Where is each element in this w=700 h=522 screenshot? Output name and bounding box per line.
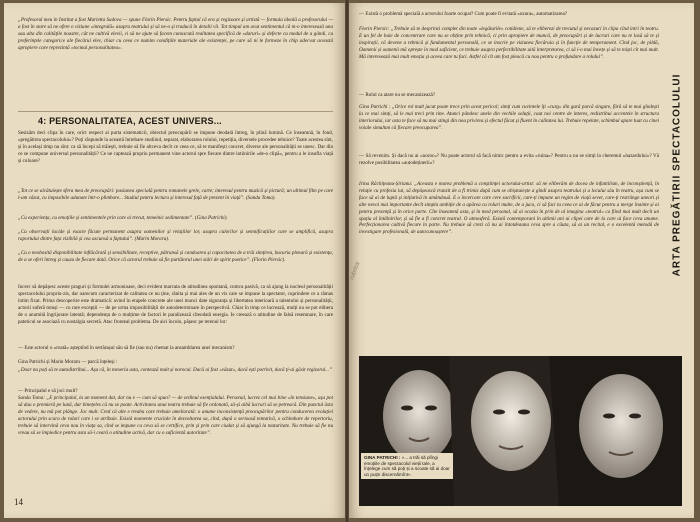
question-mechanize: — Rolul ca atare nu se mecanizează? (359, 92, 436, 98)
body-paragraph: Incerc să depășesc aceste praguri și formulei armonioase, deci evident marcata de atitudinea spontană, cumva pasivă, ca să ajung la nucleul personalității spectacolului propriu-zis, dar oarecum caracterizat de calitatea ce nu ține, rănita și mai ales de un vis care se impune la spectator, cuprindere ce a rămas intim fixat. Prima descoperire este dramatică: avind în etapele concrete ale unei munci date siguranța și libertatea interioară a talentului și personalității, actorii suferă totuși — cu rare excepții — de pe urma imposibilității de autodeterminare în perspectivă. Chiar în timp ce lucrează, mulți nu se pot elibera de o anumită îngrijorare latentă; dependența de o mulțime de factori le paralizează cîteodată energia. Ie creează o atitudine de falsă resemnare, în care pateticul se asociază cu nostalgia secretă. Atac fronteal problema. De aici încolo, pășesc pe terenul lor: (18, 284, 333, 325)
right-page (349, 3, 694, 518)
answer-florin-piersic: Florin Piersic: „Trebuie să te desprinzi complet din toate «legăturile» cotidiene, să te eliberezi de trecutul și necazuri în clipa cînd intri în teatru. E un fel de baie de concentrare care nu se obține prin tehnică, ci prin apropiere de muncă, de preocupări și de lucruri care nu te lasă să te și inspirații, că devene a tehnică și fundamental personală, ce se inscrie pe viziunea fiecăruia și în funcție de temperament. Cînd joc, de pildă, Oamenii și oamenii mă oprește în mod suficient, ce trebuie asupra perfectibilitate uită interpretarea, ci să i-o mai învețe și să te miști cît mai mult. Mă interesează mai mult emoția și aceea care tu faci. Astfel că cît am fost pleacă cu nou pentru o profundare a rolului”. (359, 26, 659, 60)
quote-florin-piersic: „Cu o neobosită disponibilitate inflăcărată și sensibilitate, receptive, pătrunsă și candoarea și capacitatea de a trăi simțirea, bucuria plenară și existența, de a se oferi întreg și cauza de fiecare dată. Orice că actorul trebuie să fie purtătorul unei stări de spirit poetice”. (Florin Piersic). (18, 250, 333, 263)
section-paragraph: Sesizăm deci clipa în care, orict respect ai purta sistematicii, obiectul preocupării se impune deodată întreg, în plină lumină. Ce înseamnă, în fond, «pregătirea spectacolului»? Poți răspunde la această întrebare studiind, separat, elaborarea rolului, repetiția, diversele procedee tehnice? Toate acestea sînt, și în același timp nu sînt: ca să începi să trăiești, trebuie să fie altceva decît ce ceea ce, să te manifești concret, diverse ale personalității se unesc. Dar din ce se compune universul personalității? Ce ne captează propriu permanent vine actorul spre fiecare dintre intiinirile «de-o clipă», pentru a le insufla viață și culoare? (18, 130, 333, 164)
page-number: 14 (14, 497, 23, 507)
face-one (383, 370, 455, 462)
photo-montage (359, 356, 682, 506)
face-two (471, 371, 551, 471)
left-page (4, 3, 345, 518)
quote-sanda-toma: „Tot ce se alcătuiește sfera mea de preocupări: pasiunea specială pentru romanele grele, carte; interesul pentru muzică și pictură; un ultimul film pe care l-am văzut, cu imposibile adunate într-o plimbare... Studiul pentru lectura și interesul față de prezent în viață”. (Sanda Toma). (18, 188, 333, 201)
question-wheel: — Este actorul o «roată» așteptînd în sertărașul său să fie (sau nu) chemat la ansamblarea unei mecanism? (18, 345, 235, 351)
photo-faces (359, 356, 682, 506)
quote-marin-moraru: „Cu observații lucide și exacte făcute permanent asupra oamenilor și relațiilor lor, asupra culorilor și semnificațiilor care se amplifică, asupra raportului dintre fața vizibilă și cea ascunsă a faptului”. (Marin Moraru). (18, 229, 333, 242)
intro-quote: „Profesorul meu în Institut a fost Marietta Sadova — spune Florin Piersic. Pentru faptul că era și regizoare și artistă — formula ideală a profesorului — a fost în stare să ne ofere o viziune «integrală» asupra teatrului și să ne-o și traducă în detalii vii. Tot timpul am avut sentimentul că m-o interesează una sau alta din calitățile noastre, cât ne cultivă elevii, ci să ne ajute să facem cunoscută realitatea specifică de «daruri» și defecte cu modul de a gândi, cu preferințele categorice ale fiecărui elev, chiar cu ceea ce numim condițiile materiale ale existenței, pe care să ni le formeze în chip adecvat această apropiere care reprezintă «tocmai personalitatea». (18, 17, 333, 51)
quote-luck: „Doar nu poți să te autodistribui... Așa că, în meseria asta, contează mult și norocul. Dacă ai fost «văzut», dacă ești potrivit, dacă ți-ai găsit regizorul...” (18, 367, 332, 373)
quote-sanda-toma-long: Sanda Toma: „E principalul, la un moment dat, dar nu e — cum să spun? — de ordinul esențialului. Personal, lucrez cel mai bine «în tensiune», așa pot să dau o premieră pe lună, dar binețeles că nu se poate. Activitatea unui teatru trebuie să fie ordonată, să-și aibă lucruri să se petreacă. Din punctul ăsta de vedere, nu mă pot plânge. Joc mult. Cred că alte e treaba care trebuie ameliorată: o anume inconsistență preocupărilor pentru conducerea evoluției actorului prin scara de roluri care i se atribuie. Există momente cruciale în dezvoltarea sa, cînd, după o serioasă tentativă, o schimbare de repertoriu, trebuie să intervină ceva nou în viața sa, cînd se impune ca ceva să se certifice, prin și prin care ciudat și să ajungă la maturitate. Nu trebuie să fie nu vreau să se împiedice pentru asta să-i ceară o atitudine activă, dar cu o suficientă autoritate”. (18, 395, 333, 436)
side-title-box (666, 25, 688, 325)
question-busy-actor: — Există o problemă specială a actorului foarte ocupat? Cum poate fi evitată «uzura», automatizarea? (359, 11, 568, 17)
answer-gina-patrichi: Gina Patrichi : „Orice rol mult jucat poate trece prin acest pericol; simți cum cuvintele îți «curg» din gură parcă singure, fără să te mai gîndești la ce mai simți, să le mai treci prin tine. Atunci pândesc unele din vechile soluții, caut noi centre de interes, redistribui accentele în structura interiorului, iar asta te face să nu mai stingi din nou privirea și efectul făcut și fluent în calitatea lui. Trebuie repelate, schimbul apare luat cu cinei voiale simultan că fiecare preocuparea”. (359, 104, 659, 131)
answer-irina-rachiteanu: Irina Răchițeanu-Șirianu: „Aceasta e marea problemă a conștiinței actorului-artist: să ne eliberăm de docea de infantilism, de inconștiență, în relație cu profesia lui, să depășească tranzit de a fi trimis după cum se obișnuiește a gîndi asupra teatrului și a locului său în teatru, așa cum se face să ai de luptă și inițiativă în amândouă. E o încercare care cere sacrificii, care-ți impune un regim de viață sever, care-ți restrânge uneori și alte nevoi mai importante decît simpla ambiție de a apărea cu roluri multe, de a juca, ci să faci tu ceea ce ai de făcut pentru a merge înainte și ai pentru prezență și în orice parte. Cîte înseamnă asta, și în mod personal, să ai ocazia în prin de al imagina «teatrul» ca fiind mai mult decît un spațiu al întâlnirilor, și să fie a fi concret teatral. O atmosferă. Există contemporani în ultimii ani ai clipei care de la care ai face ceva anume. Perfecționarea cultivă fiecare în parte. Nu trebuie să crezi că nu ai întotdeauna ceva spre a căuta, să ai un recital, e o excelentă metodă de investigare profesională, de autocunoaștere”. (359, 181, 659, 236)
answer-intro: Gina Patrichi și Marin Moraru — parcă înțeleși : (18, 359, 118, 365)
side-title: ARTA PREGĂTIRII SPECTACOLULUI (671, 73, 683, 277)
face-three (579, 374, 663, 478)
quote-gina-patrichi: „Cu experiența, cu emoțiile și sentimentele prin care ai trecut, temeinic sedimentate”. (Gina Patrichi). (18, 215, 228, 221)
photo-caption (361, 453, 453, 479)
question-play-much: — Principalul e să joci mult? (18, 388, 78, 394)
section-divider (18, 111, 333, 112)
section-heading: 4: PERSONALITATEA, ACEST UNIVERS... (38, 116, 222, 126)
caption-text: «... a trăi să plîngi emoțiile de spectacolul vieții tale, a înțelege cum să poți și a scoate să ai doar un puțin discernămînt». (364, 455, 450, 477)
margin-pencil-note: rubrica (349, 261, 362, 281)
caption-name: GINA PATRICHI : (364, 455, 401, 460)
question-luck: — Să revenim. Și dacă nu ai «noroc»? Nu poate actorul să facă nimic pentru a evita «ruina»? Pentru a nu se simți la cheremul «hazardului»? Vă rezolve posibilitatea «autodeținerii»? (359, 153, 659, 166)
